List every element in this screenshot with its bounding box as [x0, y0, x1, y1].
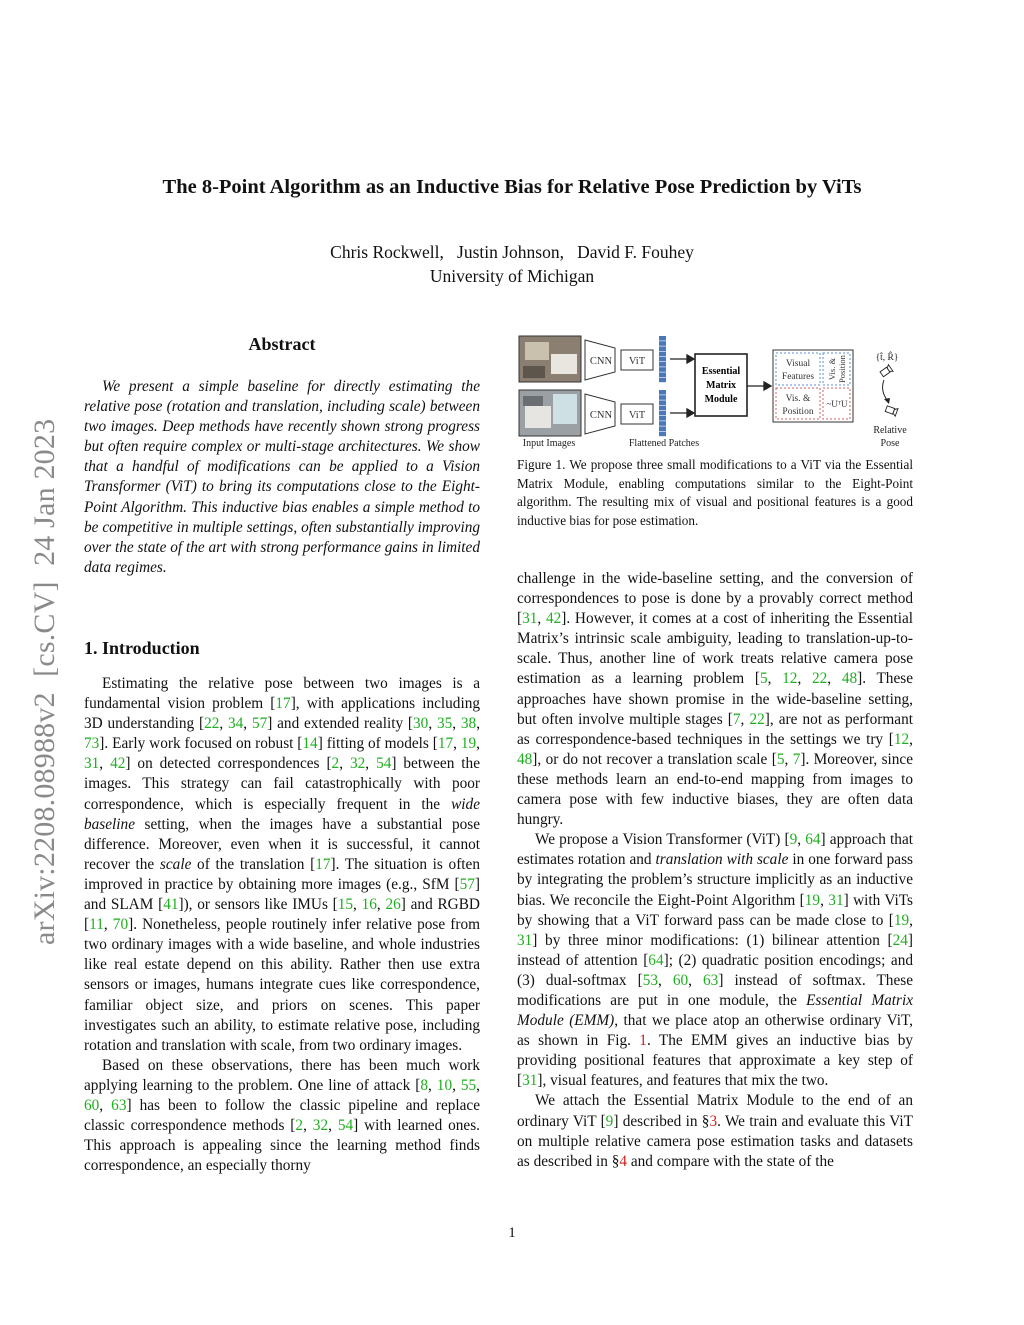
- citation-link[interactable]: 63: [703, 971, 719, 989]
- citation-link[interactable]: 17: [275, 695, 291, 713]
- vis-position-vertical-label-1: Vis. &: [827, 357, 837, 381]
- vis-position-vertical-label-2: Position: [837, 355, 847, 383]
- citation-link[interactable]: 70: [112, 916, 129, 934]
- citation-link[interactable]: 22: [749, 710, 765, 728]
- citation-link[interactable]: 35: [436, 715, 453, 733]
- citation-link[interactable]: 14: [302, 735, 318, 753]
- citation-link[interactable]: 60: [84, 1096, 100, 1114]
- patch-token: [659, 357, 666, 362]
- author-list: Chris Rockwell, Justin Johnson, David F. Fouhey: [330, 242, 694, 262]
- visual-features-label-2: Features: [781, 372, 815, 382]
- flattened-patches-top: [659, 336, 666, 382]
- emphasis-text: translation with scale: [655, 851, 789, 869]
- citation-link[interactable]: 73: [84, 735, 100, 753]
- citation-link[interactable]: 55: [460, 1076, 477, 1094]
- citation-link[interactable]: 42: [110, 755, 126, 773]
- citation-link[interactable]: 57: [459, 875, 475, 893]
- arrowhead-top: [687, 355, 694, 363]
- citation-link[interactable]: 17: [315, 855, 331, 873]
- citation-link[interactable]: 57: [251, 715, 268, 733]
- patch-token: [659, 336, 666, 341]
- cnn-label-bottom: CNN: [589, 410, 613, 421]
- citation-link[interactable]: 12: [893, 730, 910, 748]
- citation-link[interactable]: 63: [111, 1096, 127, 1114]
- citation-link[interactable]: 19: [893, 911, 910, 929]
- citation-link[interactable]: 5: [776, 750, 785, 768]
- citation-link[interactable]: 48: [841, 670, 858, 688]
- input-image-top: [519, 336, 581, 382]
- abstract-paragraph: We present a simple baseline for directly estimating the relative pose (rotation and translation, including scale) between two images. Deep methods have recently shown strong progress but often require complex or multi-stage architectures. We show that a handful of modifications can be applied to a Vision Transformer (ViT) to bring its computations close to the Eight-Point Algorithm. This inductive bias enables a simple method to be competitive in multiple settings, often substantially improving over the state of the art with strong performance gains in limited data regimes.: [84, 378, 480, 576]
- figure-1-diagram: [517, 332, 917, 452]
- citation-link[interactable]: 31: [828, 891, 844, 909]
- citation-link[interactable]: 38: [460, 715, 477, 733]
- patch-token: [659, 416, 666, 421]
- patch-token: [659, 390, 666, 395]
- intro-paragraph-1: Estimating the relative pose between two images is a fundamental vision problem [17], with applications including 3D understanding [22, 34, 57] and extended reality [30, 35, 38, 73]. Early work focused on robust [14] fitting of models [17, 19, 31, 42] on detected correspondences [2, 32, 54] between the images. This strategy can fail catastrophically with poor correspondence, which is especially frequent in the wide baseline setting, when the images have a substantial pose difference. Moreover, even when it is successful, it cannot recover the scale of the translation [17]. The situation is often improved in practice by obtaining more images (e.g., SfM [57] and SLAM [41]), or sensors like IMUs [15, 16, 26] and RGBD [11, 70]. Nonetheless, people routinely infer relative pose from two ordinary images with a wide baseline, and whole industries like real estate depend on this ability. Rather then use extra sensors or images, humans integrate cues like correspondence, familiar object size, and priors on scenes. This paper investigates such an ability, to estimate relative pose, including rotation and translation with scale, from two ordinary images.: [84, 675, 481, 1054]
- citation-link[interactable]: 41: [163, 896, 179, 914]
- relative-pose-label-2: Pose: [880, 438, 900, 449]
- citation-link[interactable]: 9: [789, 831, 798, 849]
- right-column-body: [517, 569, 913, 1172]
- cnn-label-top: CNN: [589, 356, 613, 367]
- abstract-text: [84, 377, 480, 578]
- arrowhead-bottom: [687, 409, 694, 417]
- patch-token: [659, 426, 666, 431]
- citation-link[interactable]: 16: [361, 896, 377, 914]
- intro-paragraph-3: challenge in the wide-baseline setting, and the conversion of correspondences to pose is done by a provably correct method [31, 42]. However, it comes at a cost of inheriting the Essential Matrix’s intrinsic scale ambiguity, leading to translation-up-to-scale. Thus, another line of work treats relative camera pose estimation as a learning problem [5, 12, 22, 48]. These approaches have shown promise in the wide-baseline setting, but often involve multiple stages [7, 22], are not as performant as correspondence-based techniques in the settings we try [12, 48], or do not recover a translation scale [5, 7]. Moreover, since these methods learn an end-to-end mapping from images to camera pose with few inductive biases, they are often data hungry.: [517, 570, 913, 829]
- left-column-body: [84, 674, 480, 1176]
- citation-link[interactable]: 19: [460, 735, 477, 753]
- patch-token: [659, 352, 666, 357]
- affiliation: University of Michigan: [429, 266, 595, 286]
- input-image-bottom: [519, 390, 581, 436]
- citation-link[interactable]: 54: [337, 1117, 354, 1135]
- curved-arrowhead: [884, 398, 890, 404]
- visual-features-label-1: Visual: [785, 359, 811, 369]
- citation-link[interactable]: 2: [295, 1117, 304, 1135]
- paper-title: The 8-Point Algorithm as an Inductive Bias for Relative Pose Prediction by ViTs: [162, 176, 862, 198]
- citation-link[interactable]: 48: [517, 750, 533, 768]
- figure-1-caption: Figure 1. We propose three small modifications to a ViT via the Essential Matrix Module, enabling computations similar to the Eight-Point algorithm. The resulting mix of visual and positional features is a good inductive bias for pose estimation.: [517, 457, 913, 528]
- patch-token: [659, 367, 666, 372]
- citation-link[interactable]: 19: [804, 891, 821, 909]
- citation-link[interactable]: 12: [782, 670, 798, 688]
- citation-link[interactable]: 7: [792, 750, 801, 768]
- emphasis-text: scale: [159, 855, 192, 873]
- page-number: 1: [508, 1225, 516, 1241]
- vis-position-label-2: Position: [782, 407, 814, 417]
- patch-token: [659, 411, 666, 416]
- vis-position-label-1: Vis. &: [785, 394, 811, 404]
- citation-link[interactable]: 32: [349, 755, 366, 773]
- citation-link[interactable]: 17: [437, 735, 454, 753]
- patch-token: [659, 362, 666, 367]
- citation-link[interactable]: 8: [420, 1076, 429, 1094]
- citation-link[interactable]: 30: [413, 715, 429, 733]
- emm-label-line3: Module: [704, 394, 738, 405]
- curved-arrow: [883, 380, 887, 400]
- emm-label-line2: Matrix: [706, 380, 736, 391]
- utu-label: ~UᵀU: [826, 399, 848, 409]
- cross-reference-link[interactable]: 3: [709, 1112, 718, 1130]
- citation-link[interactable]: 9: [605, 1112, 614, 1130]
- citation-link[interactable]: 32: [312, 1117, 329, 1135]
- patch-token: [659, 400, 666, 405]
- citation-link[interactable]: 10: [436, 1076, 453, 1094]
- citation-link[interactable]: 24: [892, 931, 908, 949]
- patch-token: [659, 406, 666, 411]
- vit-label-bottom: ViT: [628, 410, 646, 421]
- intro-paragraph-5: We attach the Essential Matrix Module to the end of an ordinary ViT [9] described in §3. We train and evaluate this ViT on multiple relative camera pose estimation tasks and datasets as described in §4 and compare with the state of the: [517, 1092, 914, 1170]
- patch-token: [659, 341, 666, 346]
- intro-paragraph-2: Based on these observations, there has been much work applying learning to the problem. One line of attack [8, 10, 55, 60, 63] has been to follow the classic pipeline and replace classic correspondence methods [2, 32, 54] with learned ones. This approach is appealing since the learning method finds correspondence, an especially thorny: [84, 1056, 480, 1175]
- emphasis-text: wide baseline: [84, 795, 480, 833]
- citation-link[interactable]: 34: [228, 715, 244, 733]
- citation-link[interactable]: 5: [759, 670, 768, 688]
- cross-reference-link[interactable]: 4: [619, 1152, 628, 1170]
- citation-link[interactable]: 54: [376, 755, 392, 773]
- citation-link[interactable]: 64: [805, 831, 821, 849]
- citation-link[interactable]: 53: [642, 971, 659, 989]
- flattened-patches-bottom: [659, 390, 666, 436]
- arrowhead-emm-out: [764, 382, 771, 390]
- abstract-heading: Abstract: [248, 334, 316, 354]
- citation-link[interactable]: 15: [337, 896, 354, 914]
- vit-label-top: ViT: [628, 356, 646, 367]
- camera-icon-bottom: [885, 405, 898, 416]
- patch-token: [659, 378, 666, 383]
- camera-icon-top: [879, 365, 893, 378]
- input-images-label: Input Images: [522, 438, 576, 449]
- emm-label-line1: Essential: [701, 366, 741, 377]
- citation-link[interactable]: 26: [385, 896, 401, 914]
- citation-link[interactable]: 31: [517, 931, 533, 949]
- patch-token: [659, 432, 666, 437]
- patch-token: [659, 395, 666, 400]
- citation-link[interactable]: 42: [545, 610, 562, 628]
- intro-paragraph-4: We propose a Vision Transformer (ViT) [9, 64] approach that estimates rotation and translation with scale in one forward pass by integrating the problem’s structure implicitly as an inductive bias. We reconcile the Eight-Point Algorithm [19, 31] with ViTs by showing that a ViT forward pass can be made close to [19, 31] by three minor modifications: (1) bilinear attention [24] instead of attention [64]; (2) quadratic position encodings; and (3) dual-softmax [53, 60, 63] instead of softmax. These modifications are put in one module, the Essential Matrix Module (EMM), that we place atop an otherwise ordinary ViT, as shown in Fig. 1. The EMM gives an inductive bias by providing positional features that approximate a key step of [31], visual features, and features that mix the two.: [517, 831, 913, 1090]
- citation-link[interactable]: 11: [89, 916, 104, 934]
- citation-link[interactable]: 31: [522, 610, 538, 628]
- patch-token: [659, 421, 666, 426]
- citation-link[interactable]: 2: [331, 755, 340, 773]
- citation-link[interactable]: 31: [522, 1072, 538, 1090]
- relative-pose-label-1: Relative: [873, 425, 907, 436]
- arxiv-watermark: arXiv:2208.08988v2 [cs.CV] 24 Jan 2023: [28, 418, 61, 945]
- flattened-patches-label: Flattened Patches: [628, 438, 700, 449]
- pose-output-label: {t̂, R̂}: [875, 353, 899, 363]
- citation-link[interactable]: 64: [648, 951, 664, 969]
- citation-link[interactable]: 31: [84, 755, 100, 773]
- citation-link[interactable]: 22: [204, 715, 220, 733]
- citation-link[interactable]: 22: [811, 670, 828, 688]
- citation-link[interactable]: 7: [732, 710, 741, 728]
- citation-link[interactable]: 60: [672, 971, 689, 989]
- section-heading-introduction: 1. Introduction: [84, 638, 200, 658]
- emphasis-text: Essential Matrix Module (EMM): [517, 991, 913, 1030]
- cross-reference-link[interactable]: 1: [639, 1032, 647, 1050]
- patch-token: [659, 346, 666, 351]
- patch-token: [659, 372, 666, 377]
